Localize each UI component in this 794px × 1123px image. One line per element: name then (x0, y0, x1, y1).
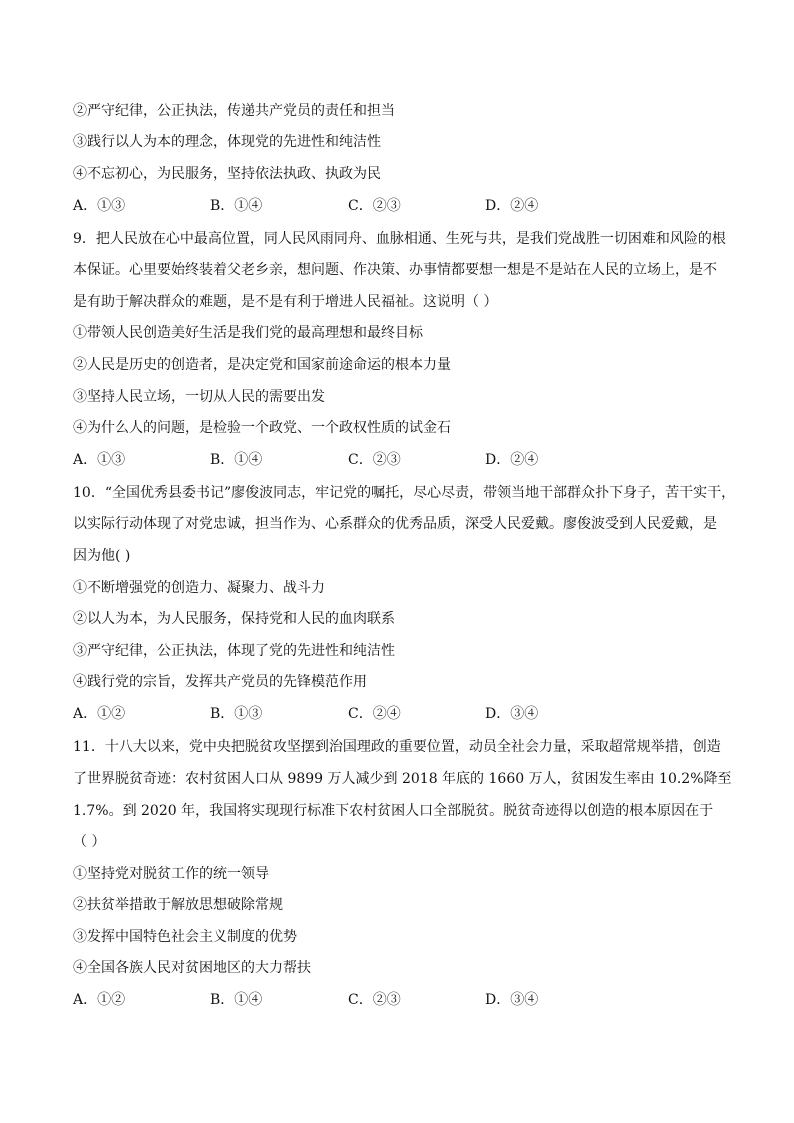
option-d[interactable]: D．③④ (485, 706, 539, 722)
choice-4: ④践行党的宗旨，发挥共产党员的先锋模范作用 (73, 674, 367, 690)
choice-2: ②以人为本，为人民服务，保持党和人民的血肉联系 (73, 611, 395, 627)
option-b[interactable]: B．①④ (210, 992, 263, 1008)
choice-1: ①坚持党对脱贫工作的统一领导 (73, 866, 269, 882)
question-stem-line: 本保证。心里要始终装着父老乡亲，想问题、作决策、办事情都要想一想是不是站在人民的立场上，是不 (73, 262, 717, 278)
choice-1: ①带领人民创造美好生活是我们党的最高理想和最终目标 (73, 325, 423, 341)
option-b[interactable]: B．①④ (210, 198, 263, 214)
answer-blank: （ ） (73, 834, 106, 850)
question-stem-line: 以实际行动体现了对党忠诚，担当作为、心系群众的优秀品质，深受人民爱戴。廖俊波受到人民爱戴，是 (73, 516, 717, 532)
option-d[interactable]: D．②④ (485, 452, 539, 468)
option-b[interactable]: B．①④ (210, 452, 263, 468)
option-a[interactable]: A．①③ (73, 198, 126, 214)
answer-options (73, 196, 723, 216)
choice-2: ②严守纪律，公正执法，传递共产党员的责任和担当 (73, 103, 395, 119)
answer-options (73, 450, 723, 470)
question-stem-line: 是有助于解决群众的难题，是不是有利于增进人民福祉。这说明（ ） (73, 294, 498, 310)
choice-3: ③坚持人民立场，一切从人民的需要出发 (73, 389, 325, 405)
choice-4: ④不忘初心，为民服务，坚持依法执政、执政为民 (73, 166, 381, 182)
choice-1: ①不断增强党的创造力、凝聚力、战斗力 (73, 580, 325, 596)
option-c[interactable]: C．②③ (348, 452, 401, 468)
option-b[interactable]: B．①③ (210, 706, 263, 722)
choice-3: ③践行以人为本的理念，体现党的先进性和纯洁性 (73, 134, 381, 150)
answer-options (73, 990, 723, 1010)
question-stem-line: 因为他( ) (73, 548, 131, 564)
option-a[interactable]: A．①② (73, 992, 126, 1008)
choice-3: ③严守纪律，公正执法，体现了党的先进性和纯洁性 (73, 643, 395, 659)
option-a[interactable]: A．①② (73, 706, 126, 722)
choice-2: ②人民是历史的创造者，是决定党和国家前途命运的根本力量 (73, 357, 451, 373)
option-c[interactable]: C．②③ (348, 992, 401, 1008)
answer-options (73, 704, 723, 724)
question-stem-line: 1.7%。到 2020 年，我国将实现现行标准下农村贫困人口全部脱贫。脱贫奇迹得以创造的根本原因在于 (73, 803, 714, 819)
question-stem-line: 11．十八大以来，党中央把脱贫攻坚摆到治国理政的重要位置，动员全社会力量，采取超常规举措，创造 (73, 739, 721, 755)
option-a[interactable]: A．①③ (73, 452, 126, 468)
choice-2: ②扶贫举措敢于解放思想破除常规 (73, 897, 283, 913)
choice-4: ④为什么人的问题，是检验一个政党、一个政权性质的试金石 (73, 420, 451, 436)
question-stem-line: 9．把人民放在心中最高位置，同人民风雨同舟、血脉相通、生死与共，是我们党战胜一切困难和风险的根 (73, 231, 726, 247)
option-c[interactable]: C．②③ (348, 198, 401, 214)
question-stem-line: 10．“全国优秀县委书记”廖俊波同志，牢记党的嘱托，尽心尽责，带领当地干部群众扑下身子，苦干实干， (73, 485, 736, 501)
option-d[interactable]: D．③④ (485, 992, 539, 1008)
option-d[interactable]: D．②④ (485, 198, 539, 214)
question-stem-line: 了世界脱贫奇迹：农村贫困人口从 9899 万人减少到 2018 年底的 1660 万人，贫困发生率由 10.2%降至 (73, 771, 732, 787)
choice-3: ③发挥中国特色社会主义制度的优势 (73, 929, 297, 945)
option-c[interactable]: C．②④ (348, 706, 401, 722)
choice-4: ④全国各族人民对贫困地区的大力帮扶 (73, 960, 311, 976)
